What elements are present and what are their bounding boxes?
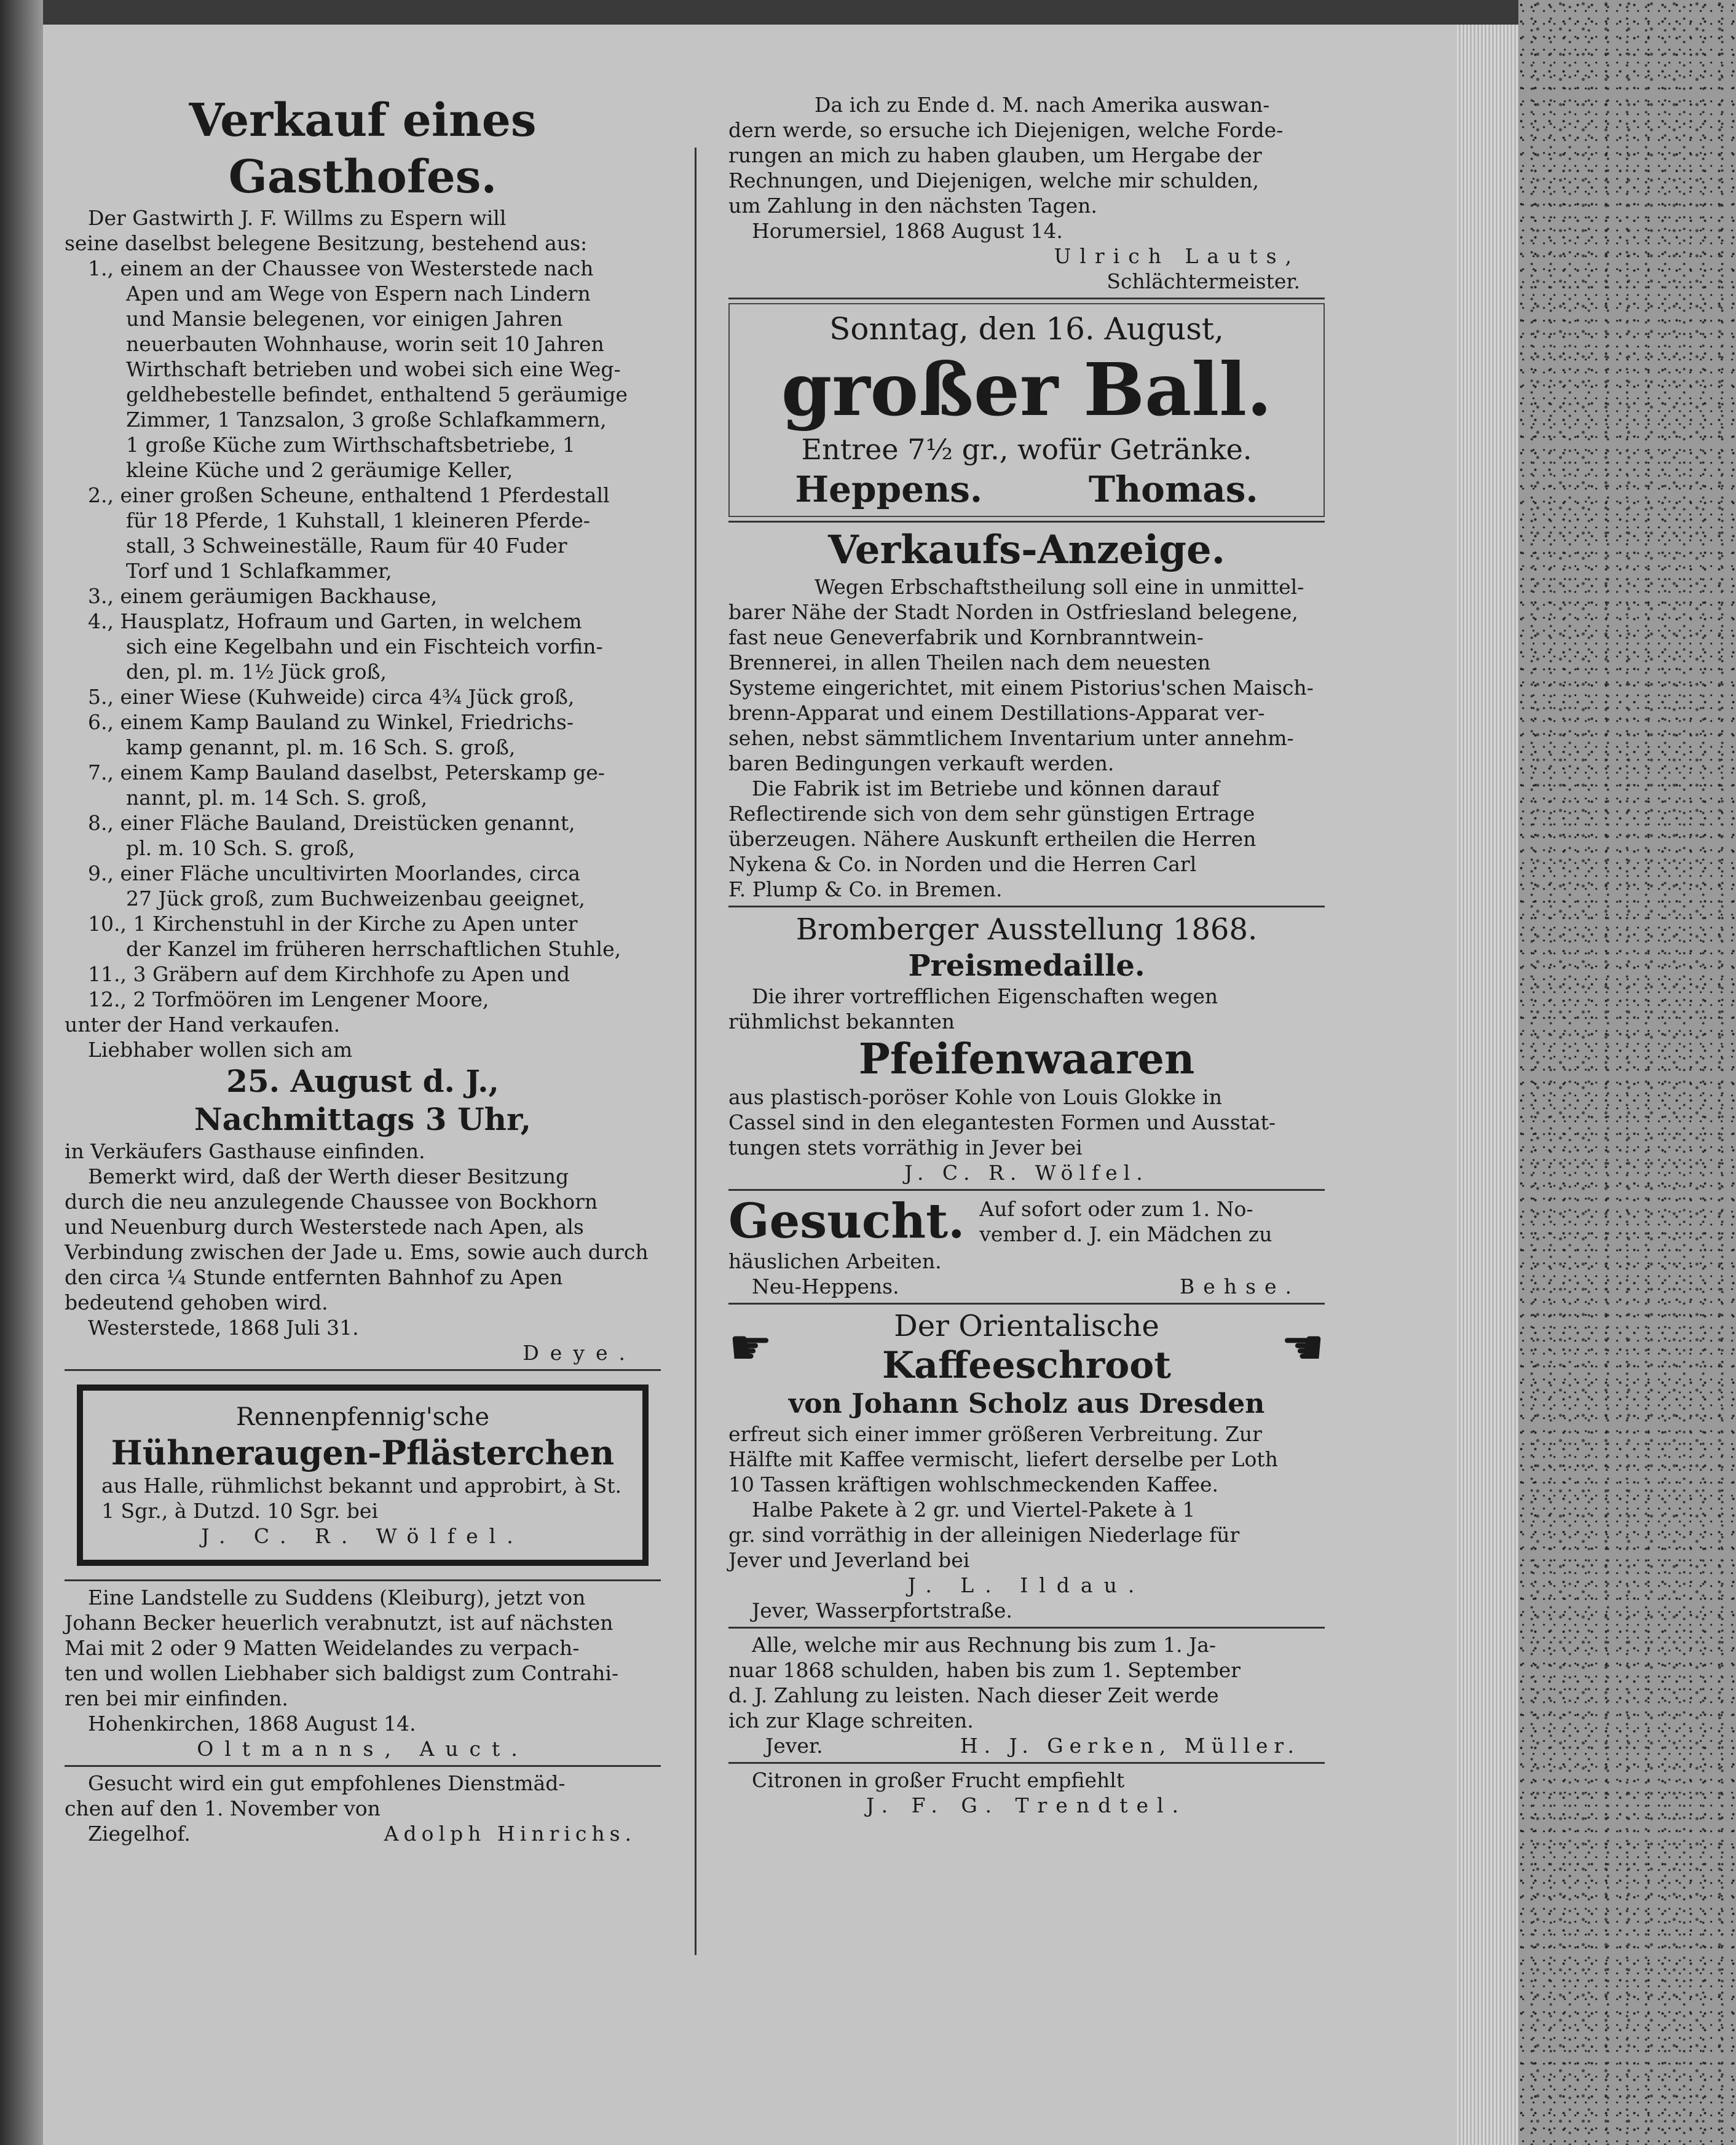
pointing-hand-right-icon: ☛ <box>728 1319 773 1376</box>
text-line: 10 Tassen kräftigen wohlschmeckenden Kaffee. <box>728 1472 1219 1496</box>
text-line: Brennerei, in allen Theilen nach dem neuesten <box>728 650 1211 674</box>
text-line: Verbindung zwischen der Jade u. Ems, sowie auch durch <box>65 1240 649 1264</box>
text-line: brenn-Apparat und einem Destillations-Apparat ver- <box>728 701 1265 725</box>
gesucht-signature: Behse. <box>1180 1274 1300 1298</box>
amerika-text <box>728 92 1325 243</box>
gasthof-text <box>65 205 661 1062</box>
ball-place: Heppens. <box>795 468 983 510</box>
ball-entry: Entree 7½ gr., wofür Getränke. <box>801 433 1252 466</box>
text-line: nannt, pl. m. 14 Sch. S. groß, <box>126 786 428 810</box>
pflaster-maker: Rennenpfennig'sche <box>235 1403 490 1431</box>
ball-title: großer Ball. <box>781 347 1272 432</box>
separator-rule <box>728 1189 1325 1191</box>
text-line: 11., 3 Gräbern auf dem Kirchhofe zu Apen und <box>88 962 570 986</box>
text-line: 2., einer großen Scheune, enthaltend 1 Pferdestall <box>88 483 610 507</box>
text-line: rungen an mich zu haben glauben, um Hergabe der <box>728 143 1262 167</box>
text-line: baren Bedingungen verkauft werden. <box>728 751 1115 775</box>
text-line: 1 große Küche zum Wirthschaftsbetriebe, 1 <box>126 433 576 457</box>
text-line: sehen, nebst sämmtlichem Inventarium unter annehm- <box>728 726 1294 750</box>
gesucht-text-block <box>979 1196 1272 1247</box>
bromberg-advert <box>728 911 1325 1185</box>
text-line: Reflectirende sich von dem sehr günstigen Ertrage <box>728 802 1255 826</box>
text-line: Da ich zu Ende d. M. nach Amerika auswan- <box>815 93 1270 117</box>
separator-rule <box>728 521 1325 523</box>
text-line: tungen stets vorräthig in Jever bei <box>728 1136 1083 1159</box>
text-line: Mai mit 2 oder 9 Matten Weidelandes zu verpach- <box>65 1636 580 1660</box>
text-line: 3., einem geräumigen Backhause, <box>88 584 438 608</box>
landstelle-signature: Oltmanns, Auct. <box>197 1737 529 1761</box>
separator-rule <box>65 1369 661 1371</box>
separator-rule <box>65 1579 661 1581</box>
gasthof-text-2 <box>65 1139 661 1340</box>
text-line: Cassel sind in den elegantesten Formen und Ausstat- <box>728 1110 1276 1134</box>
text-line: Wirthschaft betrieben und wobei sich eine Weg- <box>126 357 621 381</box>
text-line: ich zur Klage schreiten. <box>728 1708 974 1732</box>
rechnung-footer <box>728 1733 1325 1758</box>
text-line: geldhebestelle befindet, enthaltend 5 geräumige <box>126 382 628 406</box>
gesucht-text-3: häuslichen Arbeiten. <box>728 1249 942 1273</box>
citronen-advert <box>728 1768 1325 1818</box>
text-line: kamp genannt, pl. m. 16 Sch. S. groß, <box>126 735 516 759</box>
gesucht-footer <box>728 1274 1325 1299</box>
dienstmaedchen-advert <box>65 1771 661 1846</box>
text-line: der Kanzel im früheren herrschaftlichen Stuhle, <box>126 937 621 961</box>
text-line: 5., einer Wiese (Kuhweide) circa 4¾ Jück groß, <box>88 685 575 709</box>
separator-rule <box>728 1627 1325 1629</box>
text-line: Hälfte mit Kaffee vermischt, liefert derselbe per Loth <box>728 1447 1278 1471</box>
ball-date: Sonntag, den 16. August, <box>829 311 1224 347</box>
text-line: 9., einer Fläche uncultivirten Moorlandes, circa <box>88 861 580 885</box>
text-line: Eine Landstelle zu Suddens (Kleiburg), jetzt von <box>88 1586 586 1610</box>
page-stack-edge <box>1457 25 1518 2145</box>
pflaster-signature: J. C. R. Wölfel. <box>201 1524 524 1548</box>
citronen-signature: J. F. G. Trendtel. <box>866 1793 1188 1817</box>
ball-host: Thomas. <box>1088 468 1258 510</box>
text-line: seine daselbst belegene Besitzung, bestehend aus: <box>65 231 588 255</box>
kaffee-title-block <box>882 1308 1171 1387</box>
gasthof-date: 25. August d. J., <box>226 1063 499 1099</box>
text-line: d. J. Zahlung zu leisten. Nach dieser Zeit werde <box>728 1683 1219 1707</box>
gasthof-signature: Deye. <box>523 1341 636 1365</box>
rechnung-text <box>728 1632 1325 1733</box>
speckled-book-cover <box>1518 0 1736 2145</box>
text-line: 27 Jück groß, zum Buchweizenbau geeignet, <box>126 887 585 911</box>
pflaster-title: Hühneraugen-Pflästerchen <box>111 1433 615 1472</box>
ball-advert <box>728 303 1325 517</box>
bromberg-text <box>728 984 1325 1034</box>
text-line: 6., einem Kamp Bauland zu Winkel, Friedrichs- <box>88 710 574 734</box>
kaffee-maker: von Johann Scholz aus Dresden <box>788 1388 1265 1420</box>
text-line: Nykena & Co. in Norden und die Herren Carl <box>728 852 1197 876</box>
rechnung-advert <box>728 1632 1325 1758</box>
text-line: Johann Becker heuerlich verabnutzt, ist auf nächsten <box>65 1611 614 1635</box>
dienstmaedchen-footer <box>65 1821 661 1846</box>
amerika-role: Schlächtermeister. <box>1107 269 1300 293</box>
dienstmaedchen-place: Ziegelhof. <box>88 1822 191 1846</box>
ball-footer <box>742 468 1311 511</box>
text-line: stall, 3 Schweineställe, Raum für 40 Fuder <box>126 534 567 558</box>
text-line: durch die neu anzulegende Chaussee von Bockhorn <box>65 1190 598 1214</box>
gasthof-time: Nachmittags 3 Uhr, <box>194 1101 532 1137</box>
separator-rule <box>728 1303 1325 1305</box>
separator-rule <box>728 298 1325 299</box>
separator-rule <box>728 906 1325 907</box>
text-line: ren bei mir einfinden. <box>65 1686 288 1710</box>
text-line: überzeugen. Nähere Auskunft ertheilen die Herren <box>728 827 1257 851</box>
text-line: Die ihrer vortrefflichen Eigenschaften wegen <box>752 984 1218 1008</box>
pflaster-text-2: 1 Sgr., à Dutzd. 10 Sgr. bei <box>101 1499 379 1523</box>
right-column <box>728 92 1325 1818</box>
text-line: erfreut sich einer immer größeren Verbreitung. Zur <box>728 1422 1262 1446</box>
gesucht-place: Neu-Heppens. <box>752 1274 899 1298</box>
text-line: in Verkäufers Gasthause einfinden. <box>65 1139 425 1163</box>
text-line: unter der Hand verkaufen. <box>65 1013 341 1037</box>
landstelle-advert <box>65 1585 661 1761</box>
bromberg-product: Pfeifenwaaren <box>858 1035 1195 1084</box>
pointing-hand-left-icon: ☚ <box>1280 1319 1325 1376</box>
gasthof-advert <box>65 92 661 1365</box>
text-line: Halbe Pakete à 2 gr. und Viertel-Pakete à 1 <box>752 1498 1196 1522</box>
citronen-text: Citronen in großer Frucht empfiehlt <box>752 1768 1125 1792</box>
column-divider <box>695 148 696 1955</box>
kaffee-title: Kaffeeschroot <box>882 1344 1171 1387</box>
text-line: 12., 2 Torfmöören im Lengener Moore, <box>88 987 489 1011</box>
gesucht-text-1: Auf sofort oder zum 1. No- <box>979 1197 1253 1221</box>
kaffee-text <box>728 1421 1325 1573</box>
text-line: Gesucht wird ein gut empfohlenes Dienstmäd- <box>88 1771 566 1795</box>
text-line: Horumersiel, 1868 August 14. <box>752 219 1063 243</box>
landstelle-text <box>65 1585 661 1736</box>
text-line: gr. sind vorräthig in der alleinigen Niederlage für <box>728 1523 1240 1547</box>
text-line: 1., einem an der Chaussee von Westerstede nach <box>88 256 594 280</box>
text-line: und Neuenburg durch Westerstede nach Apen, als <box>65 1215 584 1239</box>
text-line: rühmlichst bekannten <box>728 1009 955 1033</box>
verkauf-title: Verkaufs-Anzeige. <box>828 527 1225 573</box>
text-line: 10., 1 Kirchenstuhl in der Kirche zu Apen unter <box>88 912 578 936</box>
rechnung-signature: H. J. Gerken, Müller. <box>960 1734 1300 1758</box>
dienstmaedchen-signature: Adolph Hinrichs. <box>384 1822 636 1846</box>
text-line: bedeutend gehoben wird. <box>65 1290 328 1314</box>
left-column <box>65 92 661 1846</box>
bromberg-text-2 <box>728 1084 1325 1160</box>
text-line: Apen und am Wege von Espern nach Lindern <box>126 282 591 306</box>
text-line: Wegen Erbschaftstheilung soll eine in unmittel- <box>815 575 1304 599</box>
amerika-advert <box>728 92 1325 294</box>
bromberg-title: Bromberger Ausstellung 1868. <box>795 912 1258 947</box>
text-line: sich eine Kegelbahn und ein Fischteich vorfin- <box>126 634 603 658</box>
text-line: Hohenkirchen, 1868 August 14. <box>88 1712 416 1736</box>
text-line: Alle, welche mir aus Rechnung bis zum 1. Ja- <box>752 1633 1217 1657</box>
rechnung-place: Jever. <box>765 1734 823 1758</box>
text-line: pl. m. 10 Sch. S. groß, <box>126 836 355 860</box>
text-line: fast neue Geneverfabrik und Kornbranntwein- <box>728 625 1204 649</box>
text-line: neuerbauten Wohnhause, worin seit 10 Jahren <box>126 332 604 356</box>
text-line: 8., einer Fläche Bauland, Dreistücken genannt, <box>88 811 575 835</box>
text-line: den circa ¼ Stunde entfernten Bahnhof zu Apen <box>65 1265 563 1289</box>
gesucht-text-2: vember d. J. ein Mädchen zu <box>979 1222 1272 1246</box>
text-line: Bemerkt wird, daß der Werth dieser Besitzung <box>88 1164 569 1188</box>
pflaster-text-1: aus Halle, rühmlichst bekannt und approbirt, à St. <box>101 1474 622 1498</box>
kaffee-header <box>728 1308 1325 1387</box>
text-line: Systeme eingerichtet, mit einem Pistorius'schen Maisch- <box>728 676 1314 700</box>
text-line: Rechnungen, und Diejenigen, welche mir schulden, <box>728 168 1259 192</box>
gasthof-title: Verkauf eines Gasthofes. <box>189 94 537 203</box>
text-line: kleine Küche und 2 geräumige Keller, <box>126 458 513 482</box>
amerika-signature: Ulrich Lauts, <box>1054 244 1300 268</box>
text-line: für 18 Pferde, 1 Kuhstall, 1 kleineren Pferde- <box>126 508 590 532</box>
text-line: dern werde, so ersuche ich Diejenigen, welche Forde- <box>728 118 1284 142</box>
bromberg-signature: J. C. R. Wölfel. <box>904 1161 1149 1185</box>
kaffee-top: Der Orientalische <box>894 1309 1159 1343</box>
verkauf-text <box>728 574 1325 902</box>
separator-rule <box>728 1762 1325 1764</box>
text-line: den, pl. m. 1½ Jück groß, <box>126 660 387 684</box>
text-line: und Mansie belegenen, vor einigen Jahren <box>126 307 563 331</box>
gesucht-advert <box>728 1195 1325 1299</box>
text-line: Der Gastwirth J. F. Willms zu Espern will <box>88 206 507 230</box>
text-line: Torf und 1 Schlafkammer, <box>126 559 392 583</box>
text-line: um Zahlung in den nächsten Tagen. <box>728 194 1097 218</box>
separator-rule <box>65 1765 661 1767</box>
kaffee-address: Jever, Wasserpfortstraße. <box>752 1598 1012 1622</box>
text-line: Jever und Jeverland bei <box>728 1548 970 1572</box>
text-line: barer Nähe der Stadt Norden in Ostfriesland belegene, <box>728 600 1298 624</box>
dienstmaedchen-text <box>65 1771 661 1821</box>
text-line: Die Fabrik ist im Betriebe und können darauf <box>752 776 1220 800</box>
text-line: 7., einem Kamp Bauland daselbst, Peterskamp ge- <box>88 760 605 784</box>
previous-page-edge <box>0 0 43 2145</box>
text-line: Liebhaber wollen sich am <box>88 1038 353 1062</box>
gesucht-head <box>728 1195 1325 1249</box>
text-line: 4., Hausplatz, Hofraum und Garten, in welchem <box>88 609 582 633</box>
gesucht-title: Gesucht. <box>728 1193 965 1249</box>
text-line: aus plastisch-poröser Kohle von Louis Glokke in <box>728 1085 1222 1109</box>
text-line: Westerstede, 1868 Juli 31. <box>88 1316 359 1340</box>
text-line: chen auf den 1. November von <box>65 1796 381 1820</box>
text-line: nuar 1868 schulden, haben bis zum 1. September <box>728 1658 1241 1682</box>
kaffee-advert <box>728 1308 1325 1623</box>
kaffee-signature: J. L. Ildau. <box>907 1573 1146 1597</box>
text-line: F. Plump & Co. in Bremen. <box>728 877 1003 901</box>
text-line: Zimmer, 1 Tanzsalon, 3 große Schlafkammern, <box>126 408 607 432</box>
text-line: ten und wollen Liebhaber sich baldigst zum Contrahi- <box>65 1661 619 1685</box>
bromberg-subtitle: Preismedaille. <box>908 949 1145 983</box>
pflaster-advert-box <box>77 1385 649 1566</box>
verkaufs-anzeige <box>728 526 1325 902</box>
